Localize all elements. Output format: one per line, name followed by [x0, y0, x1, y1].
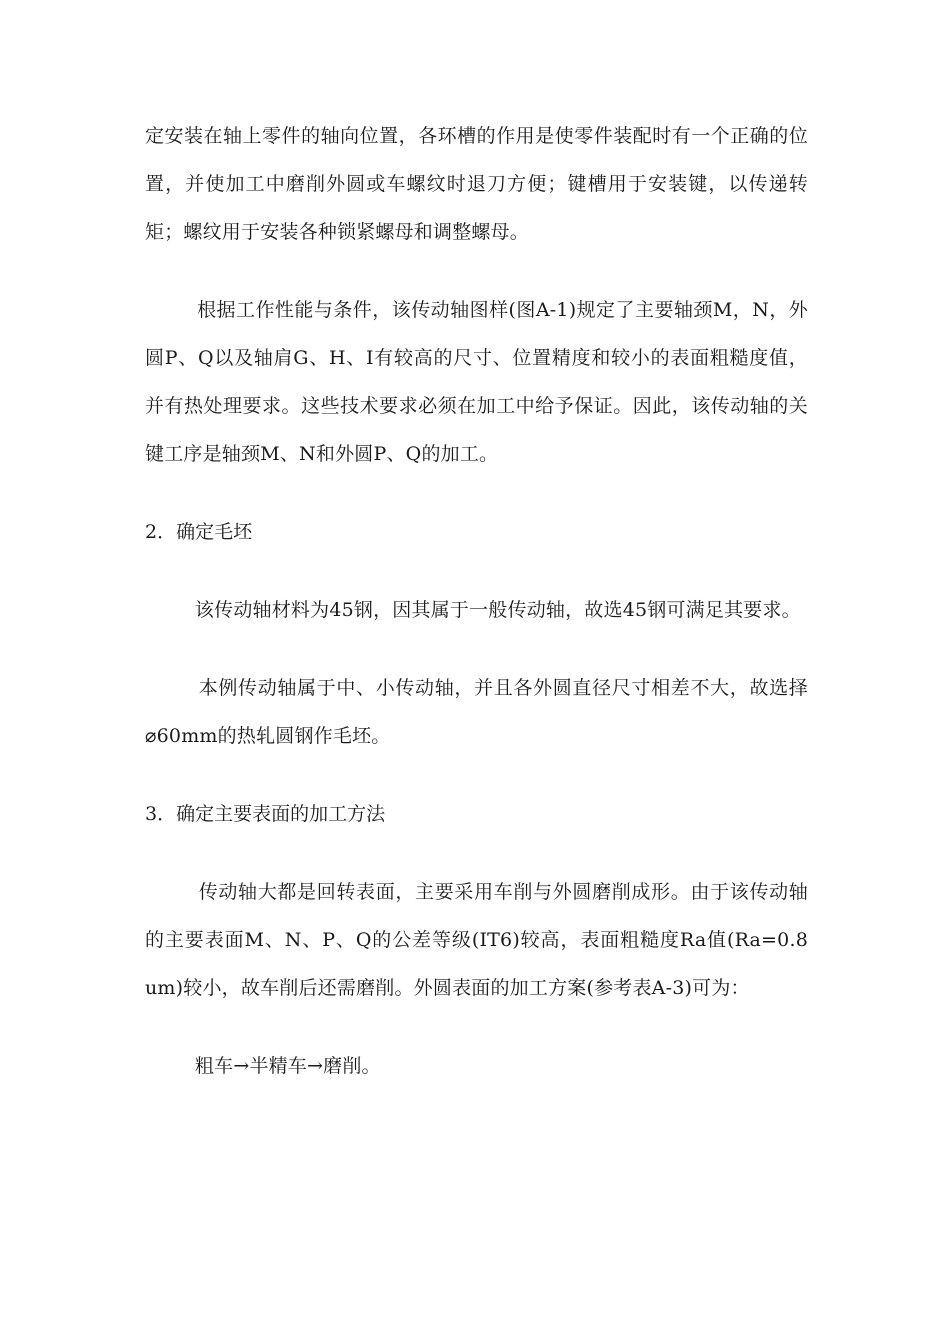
paragraph-process-route: 粗车→半精车→磨削。 [145, 1055, 381, 1077]
document-page [145, 112, 815, 1090]
paragraph-material: 该传动轴材料为45钢，因其属于一般传动轴，故选45钢可满足其要求。 [145, 599, 801, 621]
section-heading-methods: 3．确定主要表面的加工方法 [145, 803, 386, 825]
section-heading-blank: 2．确定毛坯 [145, 521, 253, 543]
paragraph-blank-choice: 本例传动轴属于中、小传动轴，并且各外圆直径尺寸相差不大，故选择⌀60mm的热轧圆钢作毛坯。 [145, 677, 809, 747]
paragraph-machining-methods: 传动轴大都是回转表面，主要采用车削与外圆磨削成形。由于该传动轴的主要表面M、N、P、Q的公差等级(IT6)较高，表面粗糙度Ra值(Ra=0.8 um)较小，故车削后还需磨削。外圆表面的加工方案(参考表A-3)可为： [145, 881, 815, 999]
paragraph-technical-requirements: 根据工作性能与条件，该传动轴图样(图A-1)规定了主要轴颈M，N，外圆P、Q以及轴肩G、H、I有较高的尺寸、位置精度和较小的表面粗糙度值，并有热处理要求。这些技术要求必须在加工中给予保证。因此，该传动轴的关键工序是轴颈M、N和外圆P、Q的加工。 [145, 299, 809, 465]
paragraph-shaft-features: 定安装在轴上零件的轴向位置，各环槽的作用是使零件装配时有一个正确的位置，并使加工中磨削外圆或车螺纹时退刀方便；键槽用于安装键，以传递转矩；螺纹用于安装各种锁紧螺母和调整螺母。 [145, 125, 808, 243]
